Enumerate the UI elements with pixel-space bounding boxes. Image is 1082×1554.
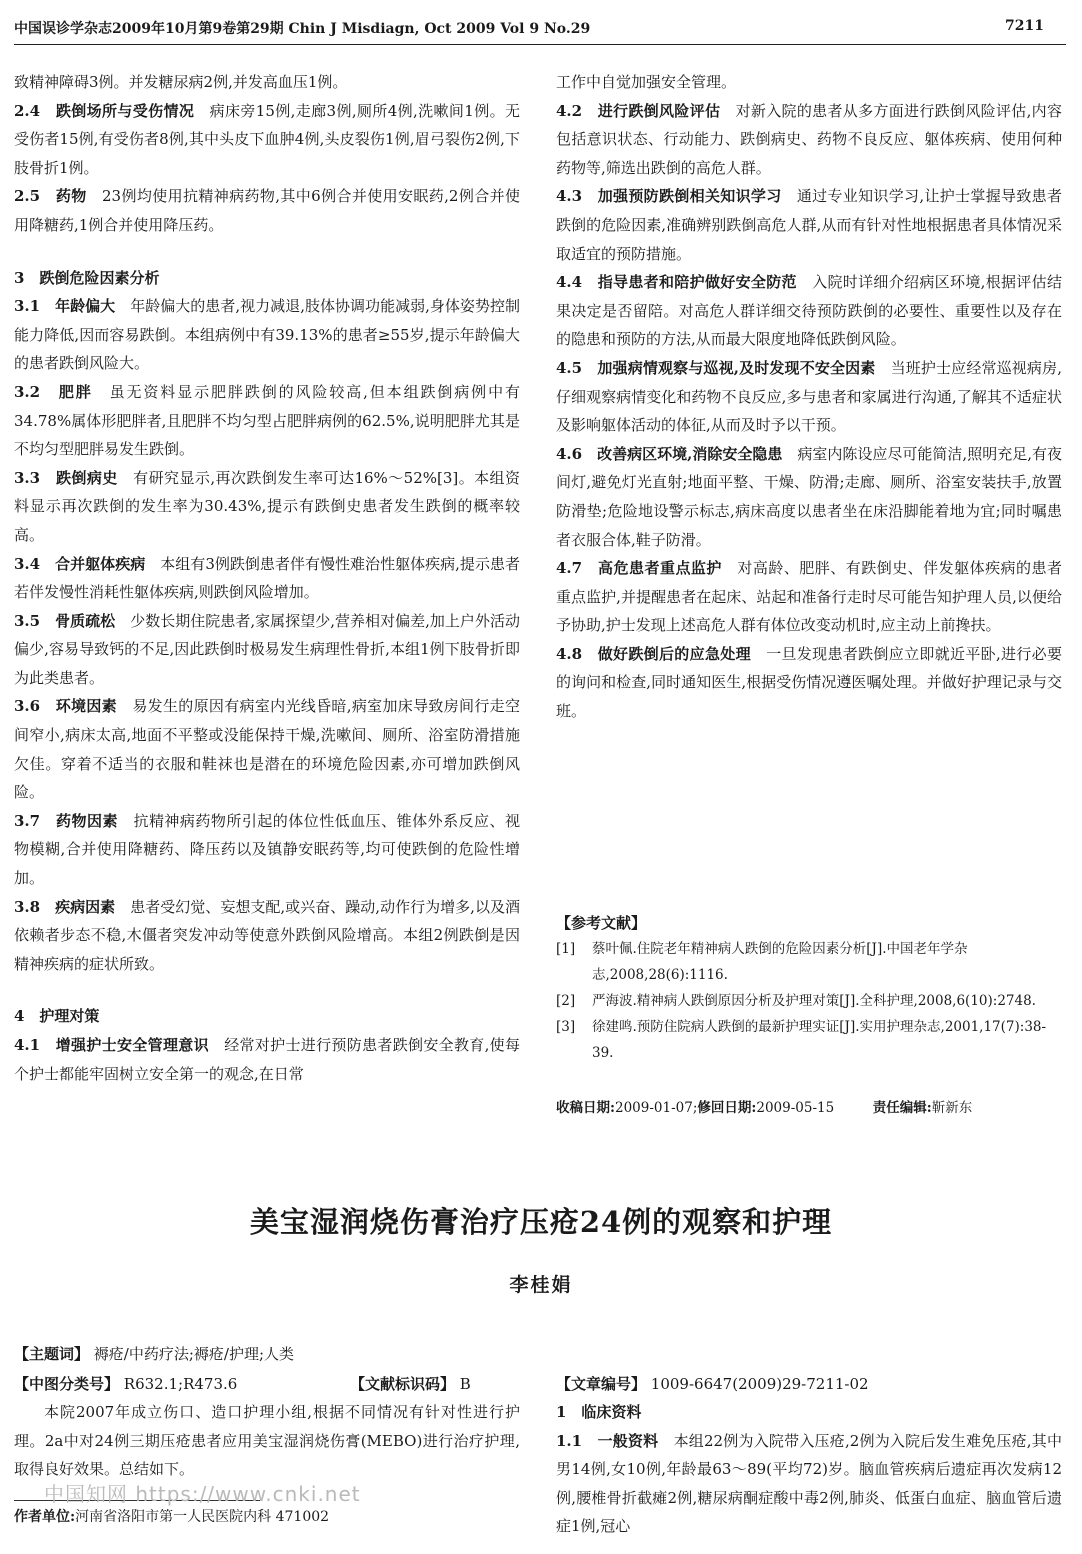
body-paragraph xyxy=(14,97,520,183)
received-label: 收稿日期: xyxy=(556,1100,615,1116)
paragraph-text: 本组有3例跌倒患者伴有慢性难治性躯体疾病,提示患者若伴发慢性消耗性躯体疾病,则跌倒风险增加。 xyxy=(14,554,520,602)
paragraph-text: 少数长期住院患者,家属探望少,营养相对偏差,加上户外活动偏少,容易导致钙的不足,因此跌倒时极易发生病理性骨折,本组1例下肢骨折即为此类患者。 xyxy=(14,611,520,687)
section-heading: 3 跌倒危险因素分析 xyxy=(14,268,160,287)
section1-1-text: 本组22例为入院带入压疮,2例为入院后发生难免压疮,其中男14例,女10例,年龄最63～89(平均72)岁。脑血管疾病后遗症再次发病12例,腰椎骨折截瘫2例,糖尿病酮症酸中毒2例,肺炎、低蛋白血症、脑血管后遗症1例,冠心 xyxy=(556,1431,1062,1536)
subsection-heading: 4.8 做好跌倒后的应急处理 xyxy=(556,644,767,663)
subsection-heading: 4.3 加强预防跌倒相关知识学习 xyxy=(556,187,797,206)
classification-label: 【中图分类号】 xyxy=(14,1375,120,1393)
body-paragraph xyxy=(556,354,1062,440)
right-column xyxy=(556,68,1062,726)
cnki-watermark: 中国知网 https://www.cnki.net xyxy=(44,1482,361,1506)
affiliation-label: 作者单位: xyxy=(14,1509,76,1525)
intro-paragraph xyxy=(14,1398,520,1484)
paragraph-text: 易发生的原因有病室内光线昏暗,病室加床导致房间行走空间窄小,病床太高,地面不平整或没能保持干燥,洗嗽间、厕所、浴室防滑措施欠佳。穿着不适当的衣服和鞋袜也是潜在的环境危险因素,亦可增加跌倒风险。 xyxy=(14,697,520,802)
paragraph-text: 病床旁15例,走廊3例,厕所4例,洗嗽间1例。无受伤者15例,有受伤者8例,其中头皮下血肿4例,头皮裂伤1例,眉弓裂伤2例,下肢骨折1例。 xyxy=(14,101,520,177)
subsection-heading: 3.1 年龄偏大 xyxy=(14,297,131,316)
paragraph-text: 通过专业知识学习,让护士掌握导致患者跌倒的危险因素,准确辨别跌倒高危人群,从而有针对性地根据患者具体情况采取适宜的预防措施。 xyxy=(556,187,1062,263)
subsection-heading: 3.5 骨质疏松 xyxy=(14,611,131,630)
article-id-label: 【文章编号】 xyxy=(556,1375,647,1393)
reference-text: 蔡叶佩.住院老年精神病人跌倒的危险因素分析[J].中国老年学杂志,2008,28(6):1116. xyxy=(592,941,968,983)
body-paragraph xyxy=(14,550,520,607)
subsection-heading: 4.6 改善病区环境,消除安全隐患 xyxy=(556,444,798,463)
doc-code-label: 【文献标识码】 xyxy=(350,1375,456,1393)
article-title: 美宝湿润烧伤膏治疗压疮24例的观察和护理 xyxy=(249,1205,833,1239)
journal-citation: 中国误诊学杂志2009年10月第9卷第29期 Chin J Misdiagn, Oct 2009 Vol 9 No.29 xyxy=(14,21,591,37)
affiliation-text: 河南省洛阳市第一人民医院内科 471002 xyxy=(75,1509,330,1525)
body-paragraph xyxy=(556,68,1062,97)
references-section xyxy=(556,900,1062,1066)
subsection-heading: 3.4 合并躯体疾病 xyxy=(14,554,161,573)
reference-number: [2] xyxy=(556,993,576,1009)
doc-code-line xyxy=(350,1370,471,1398)
body-paragraph xyxy=(556,554,1062,640)
body-paragraph xyxy=(14,692,520,806)
paragraph-text: 工作中自觉加强安全管理。 xyxy=(556,73,737,91)
body-paragraph xyxy=(556,440,1062,554)
subsection-heading: 2.5 药物 xyxy=(14,187,102,206)
editor-name: 靳新东 xyxy=(931,1100,973,1116)
body-paragraph xyxy=(14,378,520,464)
keywords-line xyxy=(14,1340,294,1368)
classification-line xyxy=(14,1370,237,1398)
body-paragraph xyxy=(14,1031,520,1088)
page-number: 7211 xyxy=(1005,18,1044,34)
reference-text: 严海波.精神病人跌倒原因分析及护理对策[J].全科护理,2008,6(10):2748. xyxy=(592,993,1036,1009)
article-id-line xyxy=(556,1370,869,1398)
paragraph-text: 一旦发现患者跌倒应立即就近平卧,进行必要的询问和检查,同时通知医生,根据受伤情况遵医嘱处理。并做好护理记录与交班。 xyxy=(556,644,1062,721)
keywords-text: 褥疮/中药疗法;褥疮/护理;人类 xyxy=(93,1345,295,1363)
paragraph-gap xyxy=(14,240,520,248)
subsection-heading: 3.3 跌倒病史 xyxy=(14,468,134,487)
intro-text: 本院2007年成立伤口、造口护理小组,根据不同情况有针对性进行护理。2a中对24例三期压疮患者应用美宝湿润烧伤膏(MEBO)进行治疗护理,取得良好效果。总结如下。 xyxy=(14,1403,520,1479)
received-date: 2009-01-07; xyxy=(614,1100,698,1116)
reference-item xyxy=(556,988,1062,1014)
author-affiliation xyxy=(14,1506,329,1526)
article-author: 李桂娟 xyxy=(509,1274,573,1296)
editor-label: 责任编辑: xyxy=(872,1100,932,1116)
reference-item xyxy=(556,1014,1062,1066)
body-paragraph xyxy=(14,807,520,893)
paragraph-text: 致精神障碍3例。并发糖尿病2例,并发高血压1例。 xyxy=(14,73,348,91)
revised-date: 2009-05-15 xyxy=(756,1100,835,1116)
paragraph-text: 抗精神病药物所引起的体位性低血压、锥体外系反应、视物模糊,合并使用降糖药、降压药以及镇静安眠药等,均可使跌倒的危险性增加。 xyxy=(14,811,520,888)
paragraph-text: 经常对护士进行预防患者跌倒安全教育,使每个护士都能牢固树立安全第一的观念,在日常 xyxy=(14,1036,520,1083)
paragraph-text: 年龄偏大的患者,视力减退,肢体协调功能减弱,身体姿势控制能力降低,因而容易跌倒。本组病例中有39.13%的患者≥55岁,提示年龄偏大的患者跌倒风险大。 xyxy=(14,297,520,373)
body-paragraph xyxy=(14,292,520,378)
clinical-section xyxy=(556,1398,1062,1541)
reference-number: [1] xyxy=(556,941,576,957)
body-paragraph xyxy=(556,640,1062,726)
doc-code-text: B xyxy=(459,1375,471,1393)
classification-text: R632.1;R473.6 xyxy=(123,1375,238,1393)
reference-item xyxy=(556,936,1062,988)
paragraph-text: 患者受幻觉、妄想支配,或兴奋、躁动,动作行为增多,以及酒依赖者步态不稳,木僵者突发冲动等使意外跌倒风险增高。本组2例跌倒是因精神疾病的症状所致。 xyxy=(14,897,520,973)
paragraph-text: 对高龄、肥胖、有跌倒史、伴发躯体疾病的患者重点监护,并提醒患者在起床、站起和准备行走时尽可能告知护理人员,以便给予协助,护士发现上述高危人群有体位改变动机时,应主动上前搀扶。 xyxy=(556,559,1062,635)
paragraph-text: 有研究显示,再次跌倒发生率可达16%～52%[3]。本组资料显示再次跌倒的发生率为30.43%,提示有跌倒史患者发生跌倒的概率较高。 xyxy=(14,468,520,544)
paragraph-text: 当班护士应经常巡视病房,仔细观察病情变化和药物不良反应,多与患者和家属进行沟通,了解其不适症状及影响躯体活动的体征,从而及时予以干预。 xyxy=(556,358,1062,435)
paragraph-text: 入院时详细介绍病区环境,根据评估结果决定是否留陪。对高危人群详细交待预防跌倒的必要性、重要性以及存在的隐患和预防的方法,从而最大限度地降低跌倒风险。 xyxy=(556,273,1062,349)
revised-label: 修回日期: xyxy=(697,1100,757,1116)
section1-1-head: 1.1 一般资料 xyxy=(556,1431,674,1450)
subsection-heading: 3.8 疾病因素 xyxy=(14,897,131,916)
body-paragraph xyxy=(14,68,520,97)
body-paragraph xyxy=(14,607,520,693)
paragraph-text: 虽无资料显示肥胖跌倒的风险较高,但本组跌倒病例中有34.78%属体形肥胖者,且肥胖不均匀型占肥胖病例的62.5%,说明肥胖尤其是不均匀型肥胖易发生跌倒。 xyxy=(14,382,520,459)
paragraph-text: 23例均使用抗精神病药物,其中6例合并使用安眠药,2例合并使用降糖药,1例合并使用降压药。 xyxy=(14,187,520,234)
body-paragraph xyxy=(556,97,1062,183)
body-paragraph xyxy=(14,893,520,979)
section-heading: 4 护理对策 xyxy=(14,1007,100,1026)
subsection-heading: 4.1 增强护士安全管理意识 xyxy=(14,1036,225,1054)
subsection-heading: 4.2 进行跌倒风险评估 xyxy=(556,101,736,120)
subsection-heading: 4.7 高危患者重点监护 xyxy=(556,559,738,578)
keywords-label: 【主题词】 xyxy=(14,1345,90,1363)
subsection-heading: 2.4 跌倒场所与受伤情况 xyxy=(14,101,210,120)
reference-text: 徐建鸣.预防住院病人跌倒的最新护理实证[J].实用护理杂志,2001,17(7):38-39. xyxy=(592,1019,1047,1061)
body-paragraph xyxy=(14,464,520,550)
subsection-heading: 4.5 加强病情观察与巡视,及时发现不安全因素 xyxy=(556,358,891,377)
subsection-heading: 4.4 指导患者和陪护做好安全防范 xyxy=(556,273,813,292)
paragraph-gap xyxy=(14,978,520,986)
running-header xyxy=(14,14,1066,45)
paragraph-text: 病室内陈设应尽可能简洁,照明充足,有夜间灯,避免灯光直射;地面平整、干燥、防滑;走廊、厕所、浴室安装扶手,放置防滑垫;危险地设警示标志,病床高度以患者坐在床沿脚能着地为宜;同时嘱患者衣服合体,鞋子防滑。 xyxy=(556,444,1062,549)
dates-line xyxy=(556,1095,1062,1121)
reference-list xyxy=(556,936,1062,1066)
subsection-heading: 3.7 药物因素 xyxy=(14,811,134,830)
subsection-heading: 3.6 环境因素 xyxy=(14,697,133,716)
references-title: 【参考文献】 xyxy=(556,914,647,932)
body-paragraph xyxy=(556,182,1062,268)
section1-1-paragraph xyxy=(556,1427,1062,1541)
section1-title: 1 临床资料 xyxy=(556,1403,642,1421)
reference-number: [3] xyxy=(556,1019,576,1035)
body-paragraph xyxy=(14,182,520,239)
left-column xyxy=(14,68,520,1088)
body-paragraph xyxy=(556,268,1062,354)
subsection-heading: 3.2 肥胖 xyxy=(14,382,110,401)
article-id-text: 1009-6647(2009)29-7211-02 xyxy=(650,1375,869,1393)
paragraph-text: 对新入院的患者从多方面进行跌倒风险评估,内容包括意识状态、行动能力、跌倒病史、药物不良反应、躯体疾病、使用何种药物等,筛选出跌倒的高危人群。 xyxy=(556,101,1062,177)
